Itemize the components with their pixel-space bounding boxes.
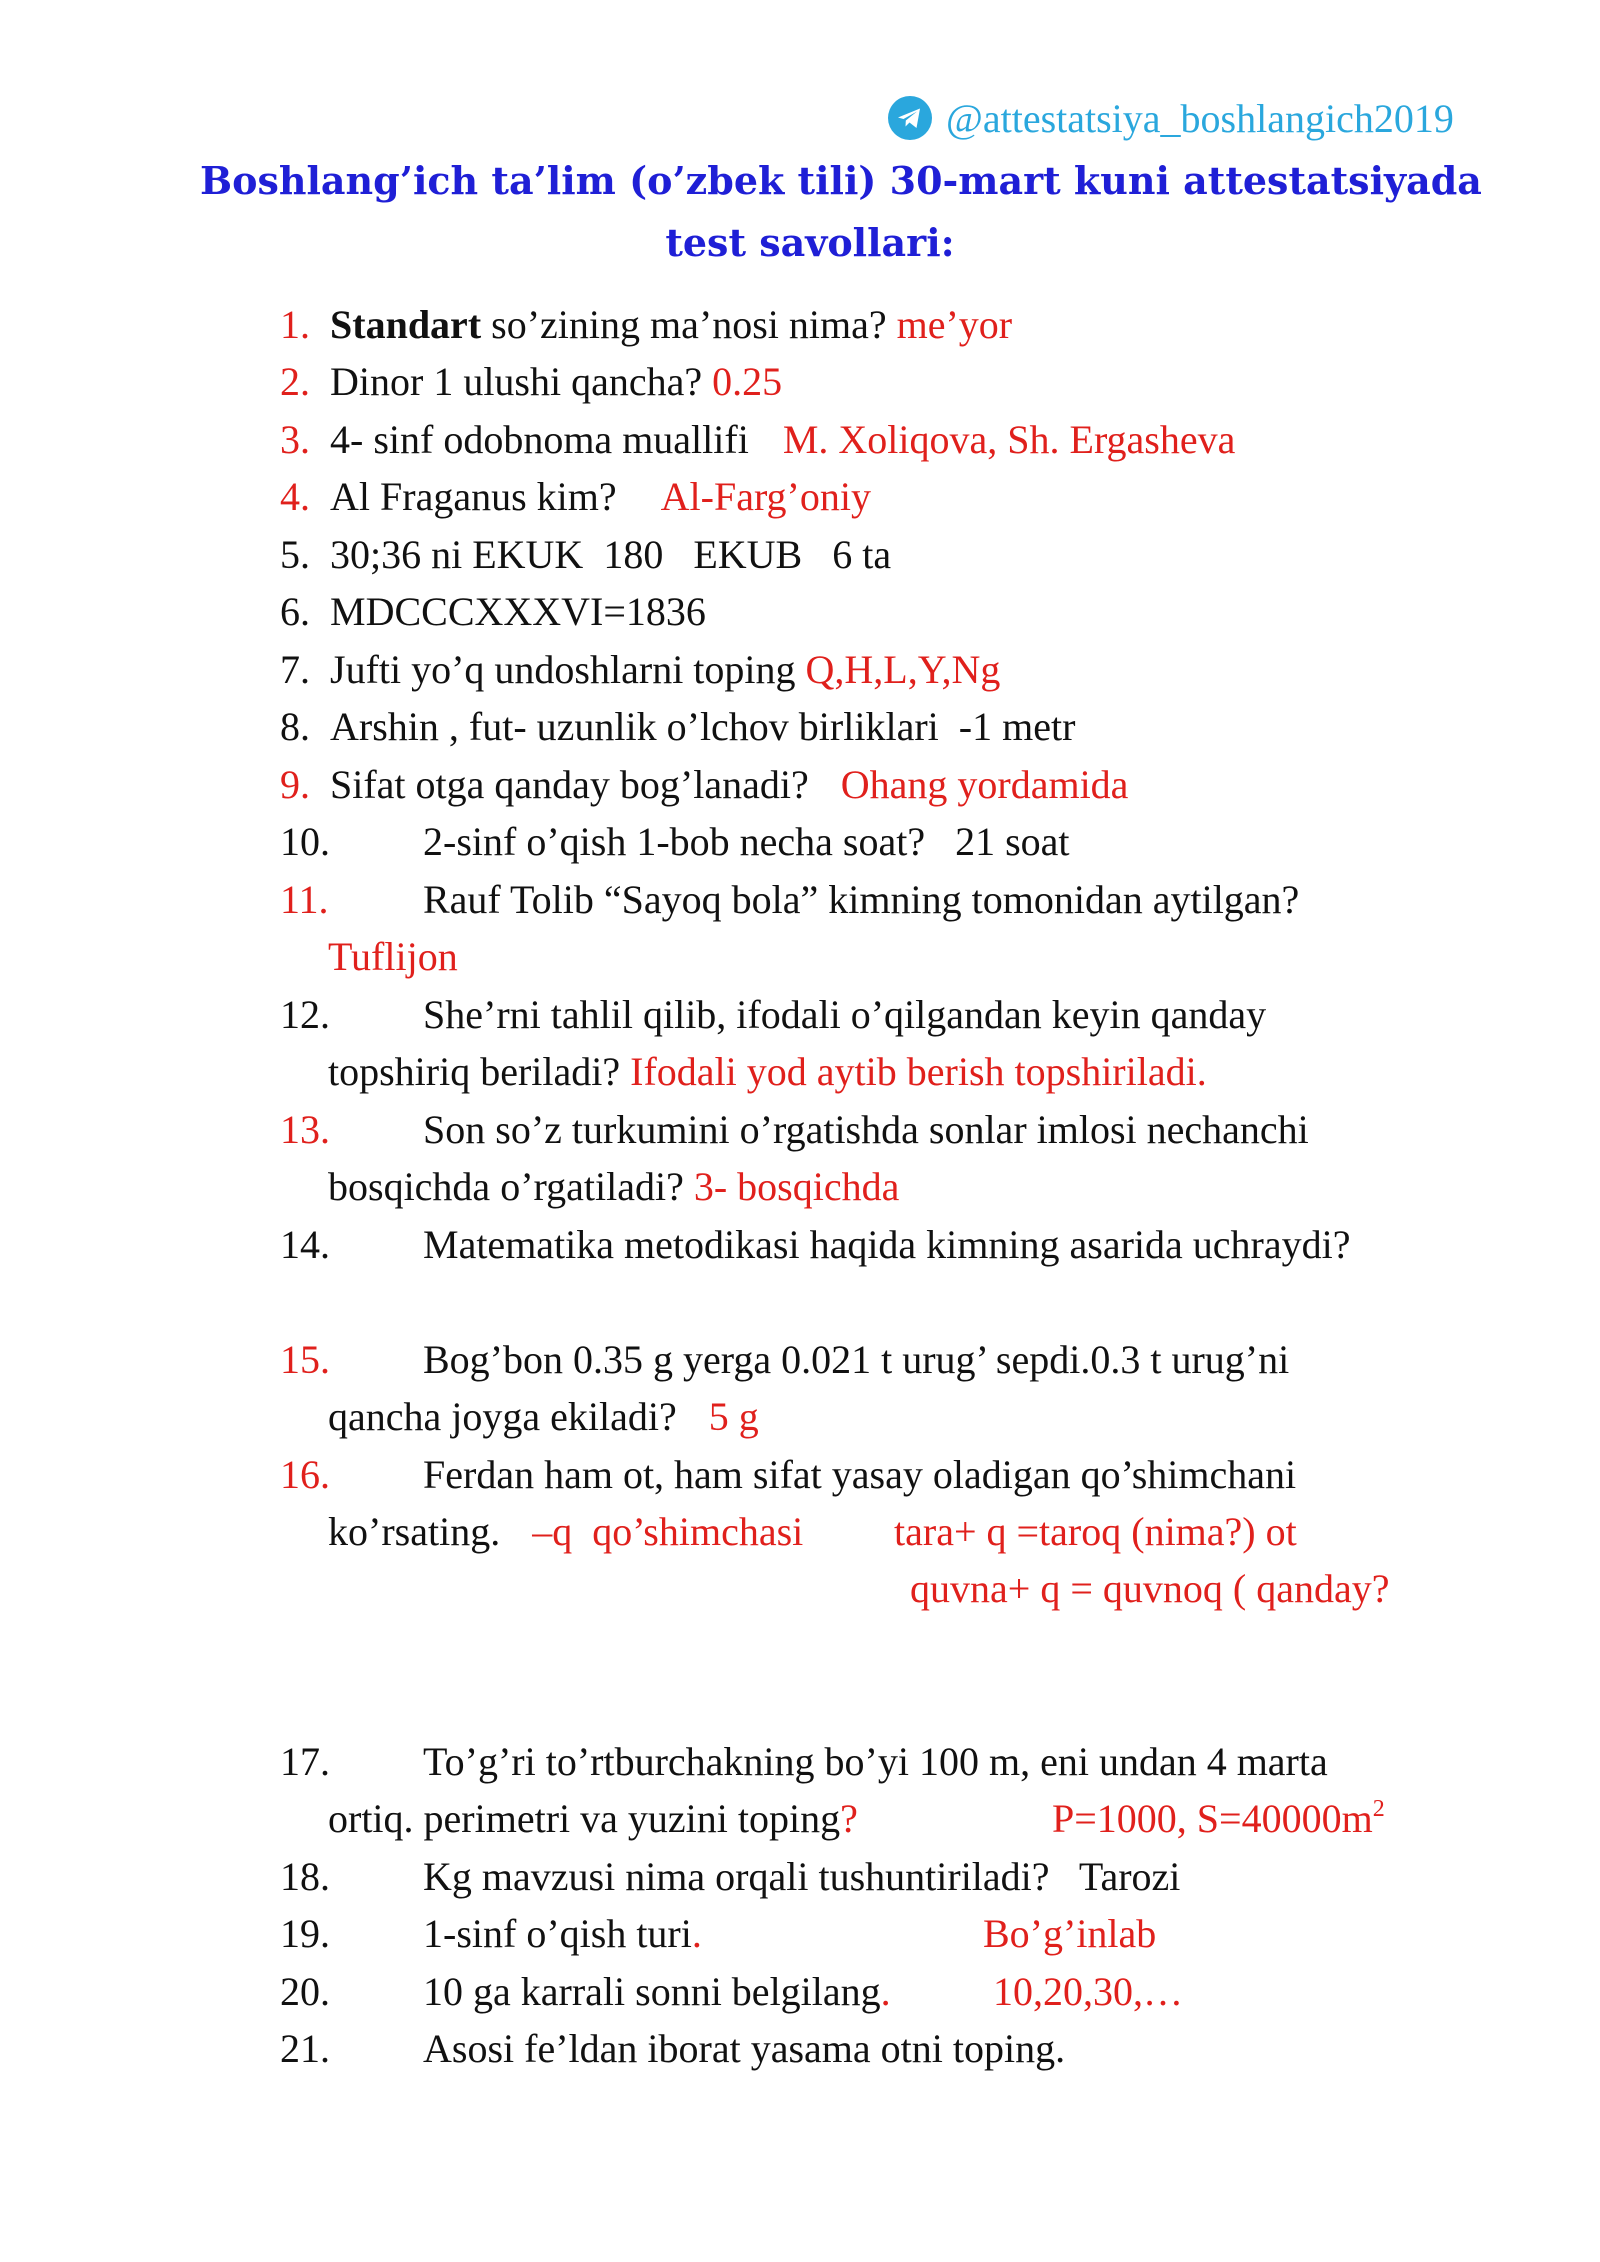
question-text: 1-sinf o’qish turi bbox=[423, 1911, 692, 1956]
page-title bbox=[200, 150, 1482, 274]
question-3 bbox=[280, 411, 1235, 468]
question-number: 7. bbox=[280, 647, 310, 692]
question-text: Sifat otga qanday bog’lanadi? bbox=[330, 762, 809, 807]
question-number: 5. bbox=[280, 532, 310, 577]
question-mark: ? bbox=[840, 1796, 858, 1841]
answer-text: 5 g bbox=[708, 1394, 759, 1439]
answer-text: 10,20,30,… bbox=[993, 1969, 1183, 2014]
question-keyword: Standart bbox=[330, 302, 482, 347]
answer-text: M. Xoliqova, Sh. Ergasheva bbox=[782, 417, 1236, 462]
answer-example-2: quvna+ q = quvnoq ( qanday? bbox=[910, 1566, 1390, 1611]
question-number: 11. bbox=[280, 877, 329, 922]
question-number: 14. bbox=[280, 1222, 330, 1267]
question-5 bbox=[280, 526, 891, 583]
question-10 bbox=[280, 813, 1070, 870]
question-6 bbox=[280, 583, 706, 640]
answer-text: Bo’g’inlab bbox=[983, 1911, 1157, 1956]
question-13-continuation bbox=[328, 1158, 899, 1215]
question-text: Dinor 1 ulushi qancha? bbox=[330, 359, 713, 404]
question-text: She’rni tahlil qilib, ifodali o’qilgandan keyin qanday bbox=[423, 992, 1267, 1037]
question-text: To’g’ri to’rtburchakning bo’yi 100 m, eni undan 4 marta bbox=[423, 1739, 1328, 1784]
question-15-continuation bbox=[328, 1388, 759, 1445]
question-16 bbox=[280, 1446, 1296, 1503]
question-text: Asosi fe’ldan iborat yasama otni toping. bbox=[423, 2026, 1066, 2071]
question-16-continuation bbox=[328, 1503, 803, 1560]
question-text: Arshin , fut- uzunlik o’lchov birliklari -1 metr bbox=[330, 704, 1076, 749]
question-number: 21. bbox=[280, 2026, 330, 2071]
answer-text: Ohang yordamida bbox=[840, 762, 1129, 807]
question-17-continuation bbox=[328, 1790, 858, 1847]
question-number: 16. bbox=[280, 1452, 330, 1497]
question-number: 2. bbox=[280, 359, 310, 404]
question-text: 4- sinf odobnoma muallifi bbox=[330, 417, 749, 462]
telegram-icon bbox=[888, 96, 932, 140]
question-12-continuation bbox=[328, 1043, 1207, 1100]
telegram-handle-text: @attestatsiya_boshlangich2019 bbox=[946, 95, 1454, 141]
title-line-1: Boshlang’ich ta’lim (o’zbek tili) 30-mart kuni attestatsiyada bbox=[200, 158, 1482, 203]
question-4 bbox=[280, 468, 871, 525]
question-text: Son so’z turkumini o’rgatishda sonlar imlosi nechanchi bbox=[423, 1107, 1309, 1152]
question-9 bbox=[280, 756, 1128, 813]
question-text: bosqichda o’rgatiladi? bbox=[328, 1164, 694, 1209]
answer-text: Q,H,L,Y,Ng bbox=[805, 647, 1001, 692]
answer-text: Ifodali yod aytib berish topshiriladi. bbox=[630, 1049, 1207, 1094]
question-text: MDCCCXXXVI=1836 bbox=[330, 589, 706, 634]
question-text: Matematika metodikasi haqida kimning asarida uchraydi? bbox=[423, 1222, 1351, 1267]
question-21 bbox=[280, 2020, 1065, 2077]
question-2 bbox=[280, 353, 782, 410]
question-number: 13. bbox=[280, 1107, 330, 1152]
question-number: 6. bbox=[280, 589, 310, 634]
question-text: 2-sinf o’qish 1-bob necha soat? 21 soat bbox=[423, 819, 1070, 864]
question-text: Kg mavzusi nima orqali tushuntiriladi? Tarozi bbox=[423, 1854, 1181, 1899]
question-number: 17. bbox=[280, 1739, 330, 1784]
question-number: 19. bbox=[280, 1911, 330, 1956]
telegram-handle[interactable] bbox=[888, 92, 1454, 144]
question-text: 30;36 ni EKUK 180 EKUB 6 ta bbox=[330, 532, 892, 577]
answer-text: 3- bosqichda bbox=[693, 1164, 900, 1209]
question-number: 4. bbox=[280, 474, 310, 519]
question-20 bbox=[280, 1963, 891, 2020]
question-14 bbox=[280, 1216, 1350, 1273]
question-number: 12. bbox=[280, 992, 330, 1037]
question-13 bbox=[280, 1101, 1309, 1158]
question-7 bbox=[280, 641, 1000, 698]
question-text: topshiriq beriladi? bbox=[328, 1049, 631, 1094]
question-mark: . bbox=[880, 1969, 891, 2014]
answer-text: me’yor bbox=[896, 302, 1013, 347]
question-number: 1. bbox=[280, 302, 310, 347]
question-15 bbox=[280, 1331, 1289, 1388]
answer-text: –q qo’shimchasi bbox=[532, 1509, 804, 1554]
question-number: 15. bbox=[280, 1337, 330, 1382]
question-text: Bog’bon 0.35 g yerga 0.021 t urug’ sepdi.0.3 t urug’ni bbox=[423, 1337, 1290, 1382]
question-number: 10. bbox=[280, 819, 330, 864]
question-18 bbox=[280, 1848, 1180, 1905]
answer-formula: P=1000, S=40000m bbox=[1052, 1796, 1373, 1841]
question-number: 8. bbox=[280, 704, 310, 749]
answer-text: Tuflijon bbox=[328, 934, 458, 979]
question-17 bbox=[280, 1733, 1328, 1790]
title-line-2: test savollari: bbox=[665, 220, 955, 265]
question-8 bbox=[280, 698, 1075, 755]
question-number: 3. bbox=[280, 417, 310, 462]
question-number: 18. bbox=[280, 1854, 330, 1899]
question-text: Al Fraganus kim? bbox=[330, 474, 617, 519]
question-number: 20. bbox=[280, 1969, 330, 2014]
answer-example-1: tara+ q =taroq (nima?) ot bbox=[894, 1509, 1297, 1554]
question-12 bbox=[280, 986, 1266, 1043]
question-text: Ferdan ham ot, ham sifat yasay oladigan qo’shimchani bbox=[423, 1452, 1297, 1497]
question-text: ko’rsating. bbox=[328, 1509, 501, 1554]
question-1 bbox=[280, 296, 1012, 353]
question-text: ortiq. perimetri va yuzini toping bbox=[328, 1796, 841, 1841]
question-text: Jufti yo’q undoshlarni toping bbox=[330, 647, 806, 692]
question-text: so’zining ma’nosi nima? bbox=[481, 302, 897, 347]
question-11 bbox=[280, 871, 1299, 928]
question-number: 9. bbox=[280, 762, 310, 807]
question-19 bbox=[280, 1905, 702, 1962]
answer-text: 0.25 bbox=[712, 359, 783, 404]
answer-text bbox=[1052, 1790, 1385, 1847]
answer-superscript: 2 bbox=[1372, 1795, 1385, 1822]
question-text: 10 ga karrali sonni belgilang bbox=[423, 1969, 881, 2014]
answer-text: Al-Farg’oniy bbox=[660, 474, 871, 519]
question-mark: . bbox=[691, 1911, 702, 1956]
question-text: qancha joyga ekiladi? bbox=[328, 1394, 677, 1439]
question-text: Rauf Tolib “Sayoq bola” kimning tomonidan aytilgan? bbox=[423, 877, 1300, 922]
